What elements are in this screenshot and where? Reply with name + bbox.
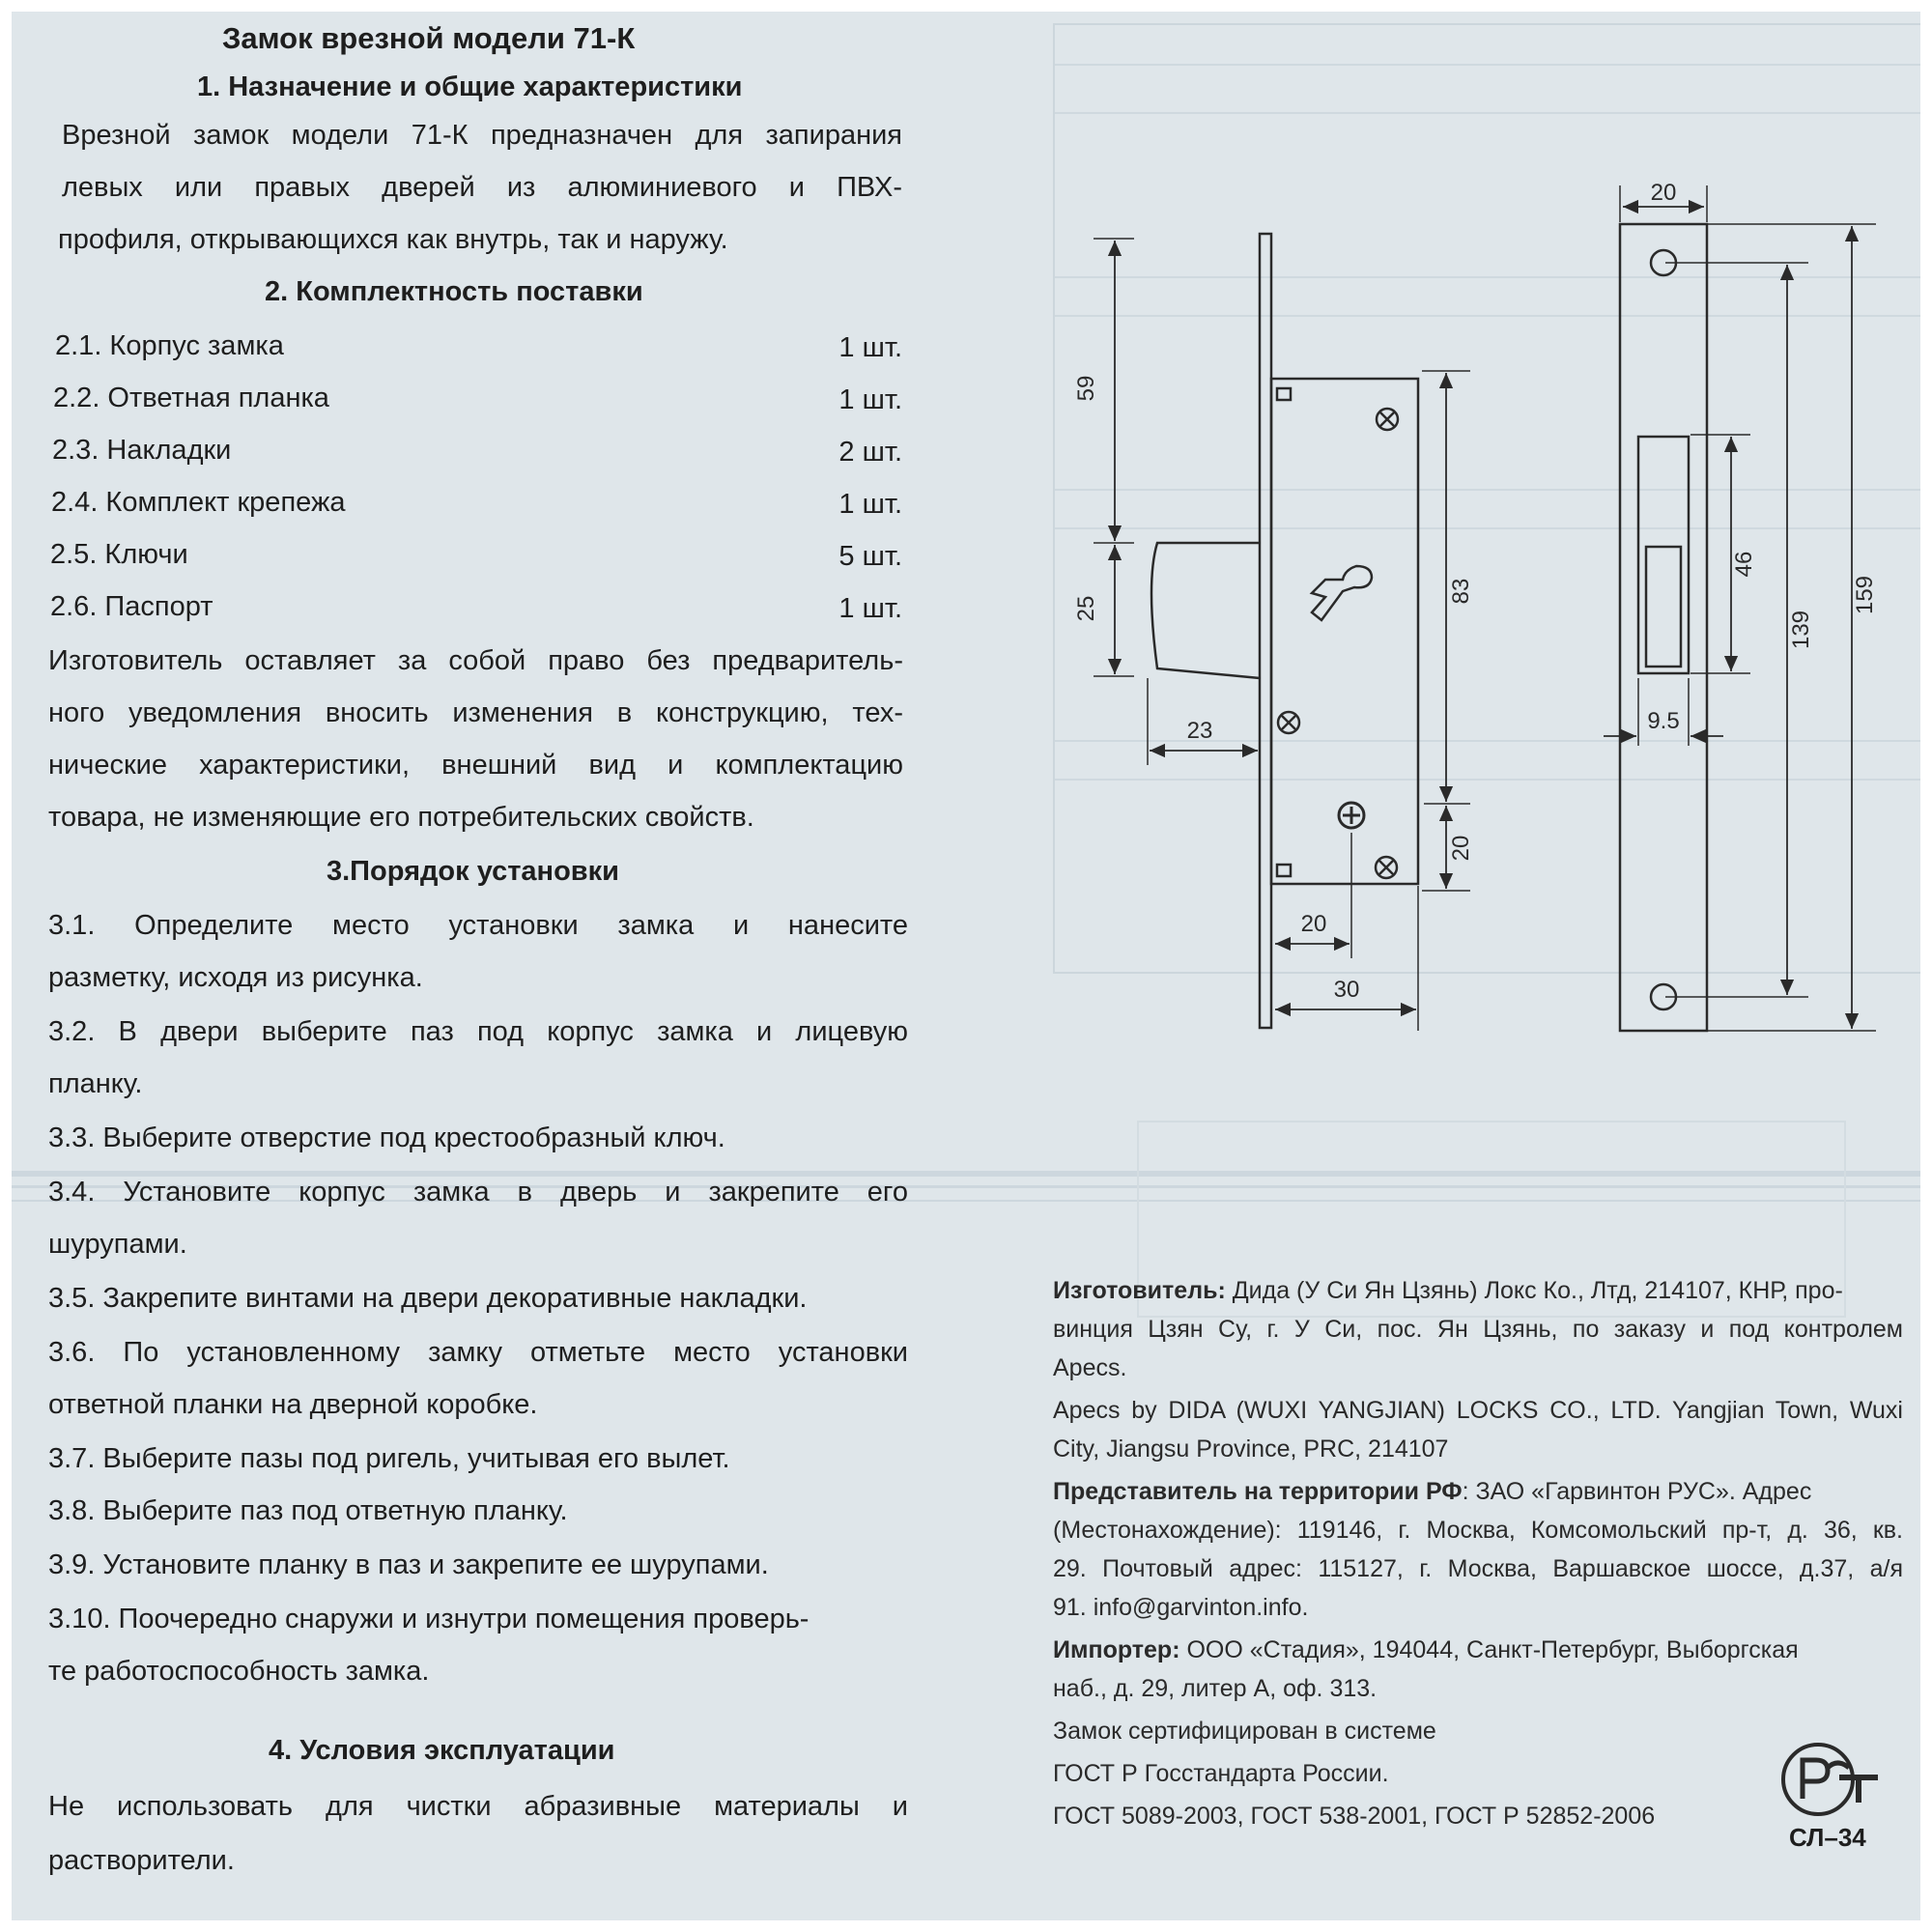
dim-23: 23 (1186, 718, 1213, 744)
section-3-line: 3.6. По установленному замку отметьте место установки (48, 1337, 908, 1368)
dim-139: 139 (1788, 610, 1814, 650)
section-3-line: те работоспособность замка. (48, 1656, 430, 1687)
importer-text: ООО «Стадия», 194044, Санкт-Петербург, Выборгская (1179, 1636, 1799, 1663)
strike-plate (1620, 224, 1707, 1031)
representative-label: Представитель на территории РФ (1053, 1478, 1463, 1505)
certification-line: Замок сертифицирован в системе (1053, 1718, 1436, 1745)
section-3-line: 3.7. Выберите пазы под ригель, учитывая его вылет. (48, 1443, 730, 1474)
section-1-line: Врезной замок модели 71-К предназначен для запирания (62, 120, 902, 151)
lock-slot (1277, 865, 1291, 876)
kit-item-label: 2.6. Паспорт (50, 591, 213, 622)
lock-case (1271, 379, 1418, 884)
section-2-note-line: Изготовитель оставляет за собой право без предваритель- (48, 645, 903, 676)
dim-20-horizontal: 20 (1300, 911, 1327, 937)
section-3-line: ответной планки на дверной коробке. (48, 1389, 538, 1420)
section-3-line: 3.8. Выберите паз под ответную планку. (48, 1495, 568, 1526)
rst-certification-mark-icon (1777, 1739, 1884, 1826)
dim-9-5: 9.5 (1647, 708, 1680, 734)
certification-line: ГОСТ 5089-2003, ГОСТ 538-2001, ГОСТ Р 52852-2006 (1053, 1803, 1656, 1830)
kit-item-qty: 5 шт. (838, 541, 902, 572)
kit-item-label: 2.5. Ключи (50, 539, 188, 570)
lock-cam (1312, 566, 1372, 620)
manufacturer-en-line: Apecs by DIDA (WUXI YANGJIAN) LOCKS CO., LTD. Yangjian Town, Wuxi (1053, 1397, 1903, 1424)
document-title: Замок врезной модели 71-К (222, 21, 636, 55)
manufacturer-en-line: City, Jiangsu Province, PRC, 214107 (1053, 1435, 1449, 1463)
section-3-line: 3.9. Установите планку в паз и закрепите ее шурупами. (48, 1549, 769, 1580)
dim-46: 46 (1731, 551, 1757, 578)
lock-slot (1277, 388, 1291, 400)
manufacturer-line: винция Цзян Су, г. У Си, пос. Ян Цзянь, по заказу и под контролем (1053, 1316, 1903, 1343)
dim-159: 159 (1852, 575, 1878, 615)
kit-item-label: 2.3. Накладки (52, 435, 232, 466)
kit-item-qty: 1 шт. (838, 332, 902, 363)
lock-dimension-drawing (1036, 166, 1905, 1065)
section-3-heading: 3.Порядок установки (327, 856, 619, 887)
section-4-line: растворители. (48, 1845, 235, 1876)
passport-sheet (12, 12, 1920, 1920)
dim-20-vertical: 20 (1448, 835, 1474, 862)
representative-line: 29. Почтовый адрес: 115127, г. Москва, Варшавское шоссе, д.37, а/я (1053, 1555, 1903, 1582)
section-4-heading: 4. Условия эксплуатации (269, 1735, 615, 1766)
kit-item-qty: 2 шт. (838, 437, 902, 468)
kit-item-qty: 1 шт. (838, 384, 902, 415)
kit-item-label: 2.4. Комплект крепежа (51, 487, 346, 518)
section-3-line: планку. (48, 1068, 143, 1099)
section-1-heading: 1. Назначение и общие характеристики (197, 71, 743, 102)
section-2-heading: 2. Комплектность поставки (265, 276, 643, 307)
kit-item-qty: 1 шт. (838, 489, 902, 520)
section-3-line: 3.4. Установите корпус замка в дверь и закрепите его (48, 1177, 908, 1208)
representative-line: 91. info@garvinton.info. (1053, 1594, 1309, 1621)
section-2-note-line: нические характеристики, внешний вид и комплектацию (48, 750, 903, 781)
representative-line: (Местонахождение): 119146, г. Москва, Комсомольский пр-т, д. 36, кв. (1053, 1517, 1903, 1544)
manufacturer-line (1053, 1277, 1903, 1305)
dim-30: 30 (1333, 977, 1360, 1003)
manufacturer-label: Изготовитель: (1053, 1277, 1226, 1304)
representative-line (1053, 1478, 1903, 1506)
section-3-line: 3.1. Определите место установки замка и нанесите (48, 910, 908, 941)
section-3-line: 3.2. В двери выберите паз под корпус замка и лицевую (48, 1016, 908, 1047)
lock-faceplate (1260, 234, 1271, 1028)
section-2-note-line: товара, не изменяющие его потребительских свойств. (48, 802, 754, 833)
strike-slot-inner (1646, 547, 1681, 667)
kit-item-label: 2.1. Корпус замка (55, 330, 284, 361)
dim-83: 83 (1448, 578, 1474, 605)
dim-59: 59 (1073, 375, 1099, 402)
certification-line: ГОСТ Р Госстандарта России. (1053, 1760, 1389, 1787)
section-3-line: разметку, исходя из рисунка. (48, 962, 423, 993)
kit-item-qty: 1 шт. (838, 593, 902, 624)
dim-20-top: 20 (1650, 180, 1677, 206)
section-3-line: шурупами. (48, 1229, 187, 1260)
kit-item-label: 2.2. Ответная планка (53, 383, 329, 413)
representative-text: : ЗАО «Гарвинтон РУС». Адрес (1462, 1478, 1812, 1505)
importer-line: наб., д. 29, литер А, оф. 313. (1053, 1675, 1378, 1702)
lock-bolt (1151, 543, 1260, 678)
section-2-note-line: ного уведомления вносить изменения в конструкцию, тех- (48, 697, 903, 728)
dim-25: 25 (1073, 595, 1099, 622)
manufacturer-line: Apecs. (1053, 1354, 1127, 1381)
importer-label: Импортер: (1053, 1636, 1180, 1663)
section-4-line: Не использовать для чистки абразивные материалы и (48, 1791, 908, 1822)
section-3-line: 3.5. Закрепите винтами на двери декоративные накладки. (48, 1283, 808, 1314)
certification-mark-code: СЛ–34 (1789, 1823, 1866, 1852)
importer-line (1053, 1636, 1903, 1664)
section-1-line: профиля, открывающихся как внутрь, так и наружу. (58, 224, 728, 255)
manufacturer-text: Дида (У Си Ян Цзянь) Локс Ко., Лтд, 214107, КНР, про- (1225, 1277, 1843, 1304)
section-3-line: 3.10. Поочередно снаружи и изнутри помещения проверь- (48, 1604, 810, 1634)
section-1-line: левых или правых дверей из алюминиевого и ПВХ- (62, 172, 902, 203)
section-3-line: 3.3. Выберите отверстие под крестообразный ключ. (48, 1122, 725, 1153)
